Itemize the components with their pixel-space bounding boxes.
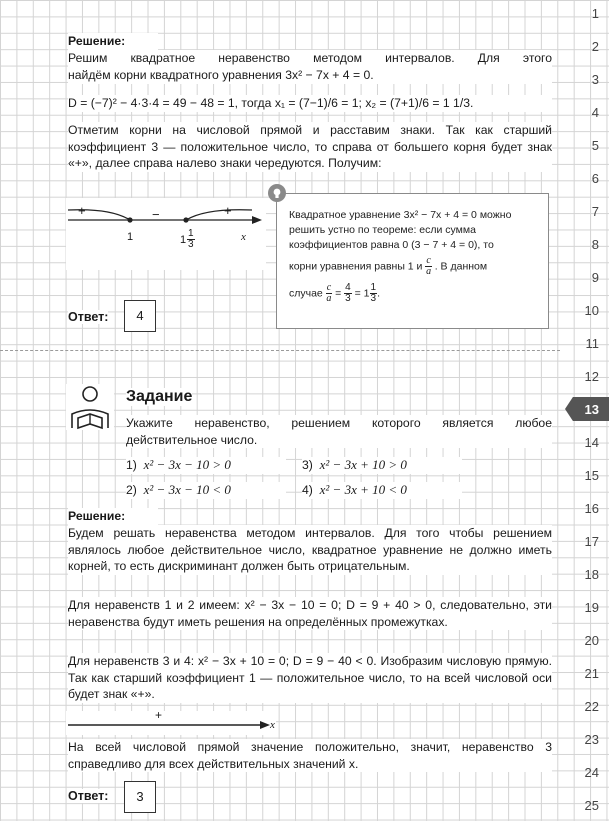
ruler-num: 9 (591, 270, 599, 285)
tip-val-num: 4 (345, 282, 351, 293)
lightbulb-icon (267, 183, 287, 203)
option-num-4: 4) (302, 483, 313, 497)
root-label-2-den: 3 (188, 239, 194, 250)
ruler-num: 5 (591, 138, 599, 153)
tip-res-num: 1 (370, 282, 377, 293)
option-expr-2: x² − 3x − 10 < 0 (143, 482, 231, 497)
tip-line-3: коэффициентов равна 0 (3 − 7 + 4 = 0), то (289, 239, 494, 251)
solution-heading-2: Решение: (68, 508, 158, 525)
reading-student-icon (66, 384, 114, 430)
solution-line-2: найдём корни квадратного уравнения 3x² − 7x + 4 = 0. (68, 67, 552, 84)
ruler-num: 12 (584, 369, 599, 384)
number-line-2 (66, 711, 276, 735)
axis-label-x-1: x (241, 231, 246, 243)
tip-frac-a-2: a (326, 293, 332, 304)
section-divider (0, 350, 560, 351)
task-heading: Задание (126, 388, 193, 405)
number-line-1 (66, 198, 266, 270)
tip-val-den: 3 (345, 293, 351, 304)
ruler-num: 2 (591, 39, 599, 54)
ruler-num: 1 (591, 6, 599, 21)
solution-heading-1: Решение: (68, 33, 158, 50)
ruler-num: 18 (584, 567, 599, 582)
option-expr-1: x² − 3x − 10 > 0 (143, 457, 231, 472)
interval-sign-right: + (224, 203, 232, 218)
interval-sign-left: + (78, 203, 86, 218)
ruler-num: 23 (584, 732, 599, 747)
task-text: Укажите неравенство, решением которого является любое действительное число. (126, 416, 552, 447)
ruler-num: 14 (584, 435, 599, 450)
option-num-3: 3) (302, 458, 313, 472)
root-label-2-num: 1 (188, 228, 194, 239)
solution2-para-3: Для неравенств 3 и 4: x² − 3x + 10 = 0; D = 9 − 40 < 0. Изобразим числовую прямую. Так как старший коэффициент 1 — положительное число, то на всей числовой оси будет знак «+». (68, 654, 552, 701)
solution2-para-4: На всей числовой прямой значение положительно, значит, неравенство 3 справедливо для всех действительных значений x. (68, 740, 552, 771)
root-label-2-fraction (187, 229, 195, 250)
option-num-2: 2) (126, 483, 137, 497)
tip-line-5a: случае (289, 287, 323, 300)
option-1 (126, 457, 286, 474)
answer-box-1: 4 (124, 300, 156, 332)
tip-line-5b: = 1 (354, 287, 370, 300)
tip-box: Квадратное уравнение 3x² − 7x + 4 = 0 можно решить устно по теореме: если сумма коэффициентов равна 0 (3 − 7 + 4 = 0), то корни уравнения равны 1 и $\frac{c}{a}$ . В данном случае $\frac{c}{a}$ = $\frac{4}{3}$ = 1 $\frac{1}{3}$ . (276, 193, 549, 329)
ruler-num: 16 (584, 501, 599, 516)
option-expr-3: x² − 3x + 10 > 0 (319, 457, 407, 472)
ruler-num: 21 (584, 666, 599, 681)
tip-frac-c: c (426, 255, 431, 266)
option-expr-4: x² − 3x + 10 < 0 (319, 482, 407, 497)
tip-frac-c-2: c (326, 282, 332, 293)
interval-sign-all: + (155, 708, 163, 722)
ruler-num: 19 (584, 600, 599, 615)
axis-label-x-2: x (270, 719, 275, 731)
ruler-num: 25 (584, 798, 599, 813)
ruler-num: 4 (591, 105, 599, 120)
tip-line-2: решить устно по теореме: если сумма (289, 224, 476, 236)
tip-line-4a: корни уравнения равны 1 и (289, 260, 423, 273)
ruler-num-active: 13 (584, 402, 599, 417)
ruler-num: 10 (584, 303, 599, 318)
ruler-num: 20 (584, 633, 599, 648)
ruler-num: 6 (591, 171, 599, 186)
ruler-num: 3 (591, 72, 599, 87)
ruler-num: 22 (584, 699, 599, 714)
option-3 (302, 457, 462, 474)
tip-res-den: 3 (370, 293, 377, 304)
solution-para-2: Отметим корни на числовой прямой и расставим знаки. Так как старший коэффициент 3 — положительное число, то справа от большего корня будет знак «+», далее справа налево знаки чередуются. Получим: (68, 123, 552, 170)
ruler-num: 24 (584, 765, 599, 780)
tip-frac-a: a (426, 266, 432, 277)
ruler-num: 7 (591, 204, 599, 219)
discriminant-line: D = (−7)² − 4·3·4 = 49 − 48 = 1, тогда x₁ = (7−1)/6 = 1; x₂ = (7+1)/6 = 1 1/3. (68, 95, 552, 112)
ruler-num: 11 (585, 336, 599, 351)
solution2-para-1: Будем решать неравенства методом интервалов. Для того чтобы решением являлось любое действительное число, квадратное уравнение не должно иметь корней, то есть дискриминант должен быть отрицательным. (68, 526, 552, 573)
option-4 (302, 482, 462, 499)
root-label-2-whole: 1 (180, 234, 187, 246)
solution-line-1: Решим квадратное неравенство методом интервалов. Для этого (68, 51, 552, 65)
interval-sign-middle: − (152, 207, 160, 222)
answer-box-2: 3 (124, 781, 156, 813)
option-2 (126, 482, 286, 499)
option-num-1: 1) (126, 458, 137, 472)
tip-line-1: Квадратное уравнение 3x² − 7x + 4 = 0 можно (289, 209, 512, 221)
tip-line-4b: . В данном (434, 260, 488, 273)
answer-label-1: Ответ: (68, 310, 109, 324)
ruler-num: 8 (591, 237, 599, 252)
solution2-para-2: Для неравенств 1 и 2 имеем: x² − 3x − 10 = 0; D = 9 + 40 > 0, следовательно, эти неравенства будут иметь решения на определённых промежутках. (68, 598, 552, 629)
answer-label-2: Ответ: (68, 789, 109, 803)
ruler-num: 17 (584, 534, 599, 549)
ruler-num: 15 (584, 468, 599, 483)
line-number-ruler (563, 0, 609, 821)
root-label-1: 1 (127, 231, 134, 243)
